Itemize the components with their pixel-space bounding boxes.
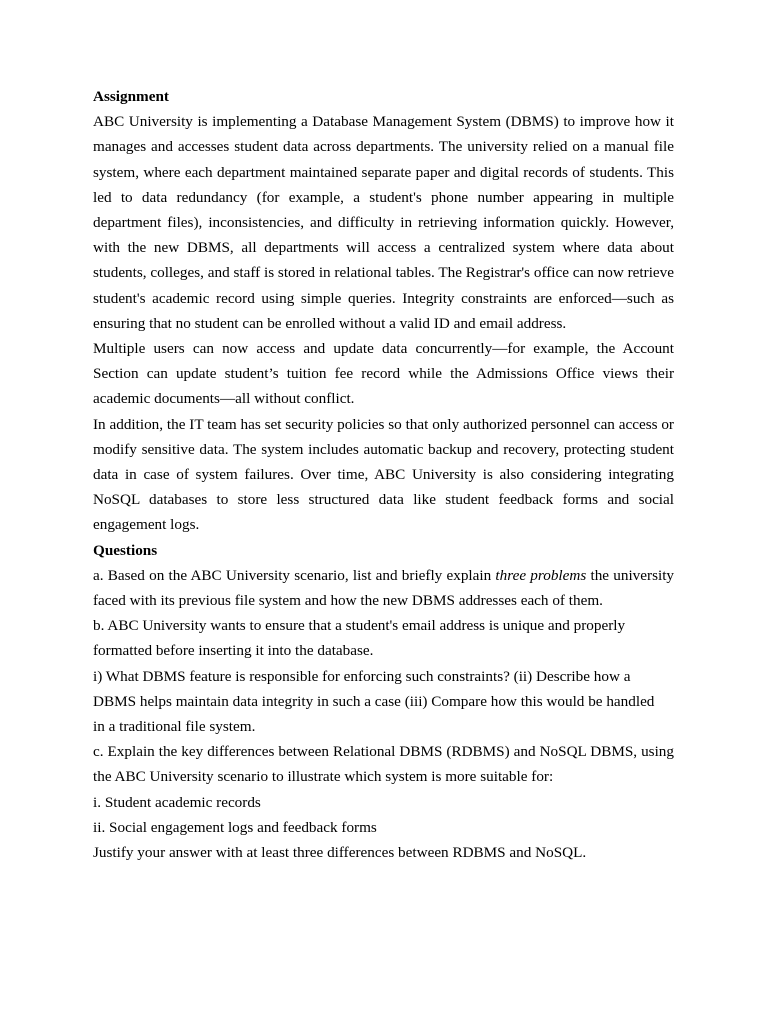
question-c-item-i: i. Student academic records [93,793,261,811]
questions-heading: Questions [93,541,158,559]
question-a-emphasis: three problems [495,566,587,584]
scenario-paragraph-3: In addition, the IT team has set security policies so that only authorized personnel can access or modify sensitive data. The system includes automatic backup and recovery, protecting student data in case of system failures. Over time, ABC University is also considering integrating NoSQL databases to store less structured data like student feedback forms and social engagement logs. [93,415,674,534]
question-b-sub-line-2: DBMS helps maintain data integrity in such a case (iii) Compare how this would be handled [93,692,655,710]
question-b-line-2: formatted before inserting it into the database. [93,642,374,660]
question-c: c. Explain the key differences between Relational DBMS (RDBMS) and NoSQL DBMS, using the ABC University scenario to illustrate which system is more suitable for: [93,743,674,786]
question-b-sub-line-1: i) What DBMS feature is responsible for enforcing such constraints? (ii) Describe how a [93,667,631,685]
assignment-heading: Assignment [93,88,169,105]
question-a [93,563,674,613]
question-c-justify: Justify your answer with at least three differences between RDBMS and NoSQL. [93,844,587,862]
document-page [93,84,674,865]
question-b-line-1: b. ABC University wants to ensure that a student's email address is unique and properly [93,617,626,635]
scenario-paragraph-1: ABC University is implementing a Database Management System (DBMS) to improve how it manages and accesses student data across departments. The university relied on a manual file system, where each department maintained separate paper and digital records of students. This led to data redundancy (for example, a student's phone number appearing in multiple department files), inconsistencies, and difficulty in retrieving information quickly. However, with the new DBMS, all departments will access a centralized system where data about students, colleges, and staff is stored in relational tables. The Registrar's office can now retrieve student's academic record using simple queries. Integrity constraints are enforced—such as ensuring that no student can be enrolled without a valid ID and email address. [93,113,674,332]
question-c-item-ii: ii. Social engagement logs and feedback forms [93,818,377,836]
scenario-paragraph-2: Multiple users can now access and update data concurrently—for example, the Account Section can update student’s tuition fee record while the Admissions Office views their academic documents—all without conflict. [93,340,674,408]
question-a-text-start: a. Based on the ABC University scenario, list and briefly explain [93,566,496,584]
question-b-sub-line-3: in a traditional file system. [93,718,256,736]
question-a-text-end: the university faced with its previous file system and how the new DBMS addresses each of them. [93,566,675,610]
